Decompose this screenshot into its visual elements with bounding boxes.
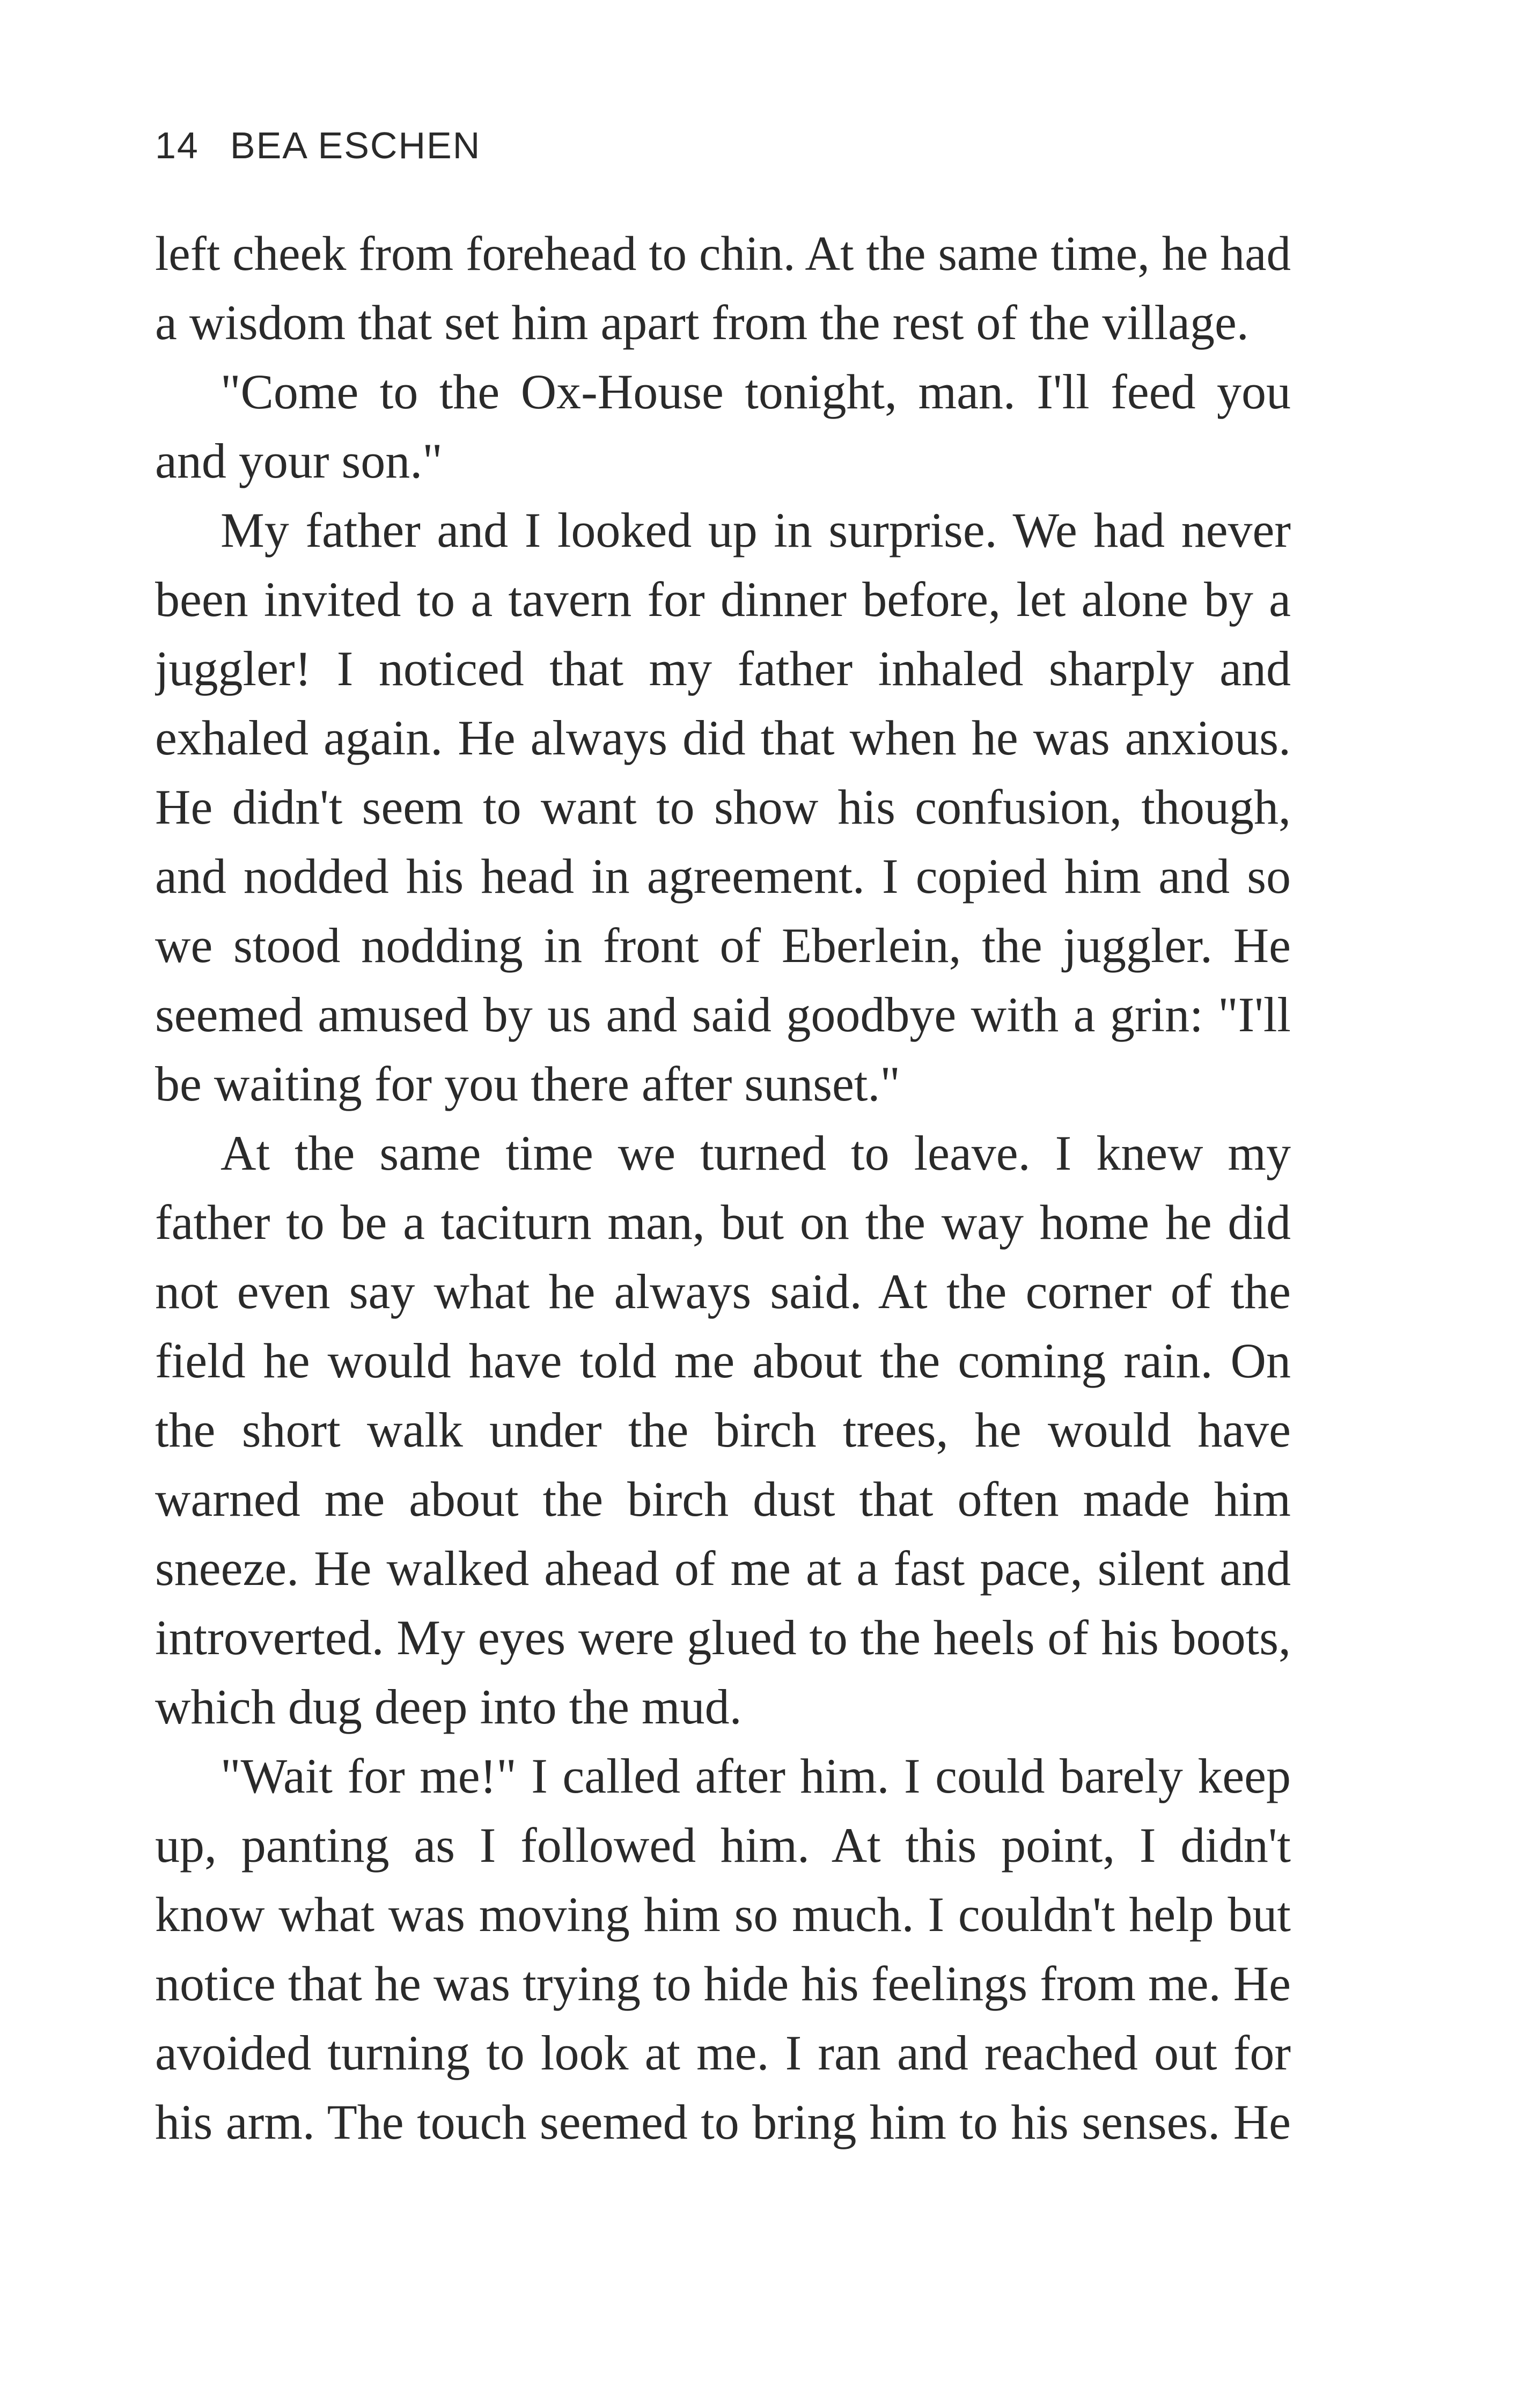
- text-line: father to be a taciturn man, but on the way home he did: [155, 1195, 1291, 1250]
- text-line: up, panting as I followed him. At this point, I didn't: [155, 1818, 1291, 1873]
- text-line: not even say what he always said. At the corner of the: [155, 1264, 1291, 1319]
- text-line: avoided turning to look at me. I ran and reached out for: [155, 2025, 1291, 2080]
- text-line: know what was moving him so much. I couldn't help but: [155, 1887, 1291, 1942]
- text-line: exhaled again. He always did that when he was anxious.: [155, 710, 1291, 765]
- body-text: [155, 219, 1291, 2157]
- author-name: BEA ESCHEN: [230, 124, 481, 166]
- text-line: field he would have told me about the coming rain. On: [155, 1333, 1291, 1388]
- text-line: notice that he was trying to hide his feelings from me. He: [155, 1956, 1291, 2011]
- text-line: and your son.": [155, 434, 443, 488]
- page-number: 14: [155, 124, 199, 166]
- text-line: seemed amused by us and said goodbye with a grin: "I'll: [155, 987, 1291, 1042]
- text-line: "Wait for me!" I called after him. I could barely keep: [221, 1749, 1291, 1803]
- text-line: introverted. My eyes were glued to the heels of his boots,: [155, 1610, 1291, 1665]
- text-line: sneeze. He walked ahead of me at a fast pace, silent and: [155, 1541, 1291, 1596]
- text-line: juggler! I noticed that my father inhaled sharply and: [155, 641, 1291, 696]
- text-line: warned me about the birch dust that often made him: [155, 1472, 1291, 1526]
- text-line: we stood nodding in front of Eberlein, the juggler. He: [155, 918, 1291, 973]
- text-line: He didn't seem to want to show his confusion, though,: [155, 780, 1291, 834]
- text-line: be waiting for you there after sunset.": [155, 1056, 900, 1111]
- text-line: been invited to a tavern for dinner before, let alone by a: [155, 572, 1291, 627]
- text-line: left cheek from forehead to chin. At the same time, he had: [155, 226, 1291, 281]
- text-line: which dug deep into the mud.: [155, 1679, 742, 1734]
- text-line: At the same time we turned to leave. I knew my: [221, 1126, 1291, 1180]
- text-line: "Come to the Ox-House tonight, man. I'll feed you: [221, 364, 1291, 419]
- text-line: a wisdom that set him apart from the rest of the village.: [155, 295, 1249, 350]
- text-line: and nodded his head in agreement. I copied him and so: [155, 849, 1291, 904]
- running-head: [155, 121, 481, 170]
- text-line: the short walk under the birch trees, he would have: [155, 1403, 1291, 1457]
- text-line: his arm. The touch seemed to bring him to his senses. He: [155, 2095, 1291, 2149]
- text-line: My father and I looked up in surprise. We had never: [221, 503, 1291, 557]
